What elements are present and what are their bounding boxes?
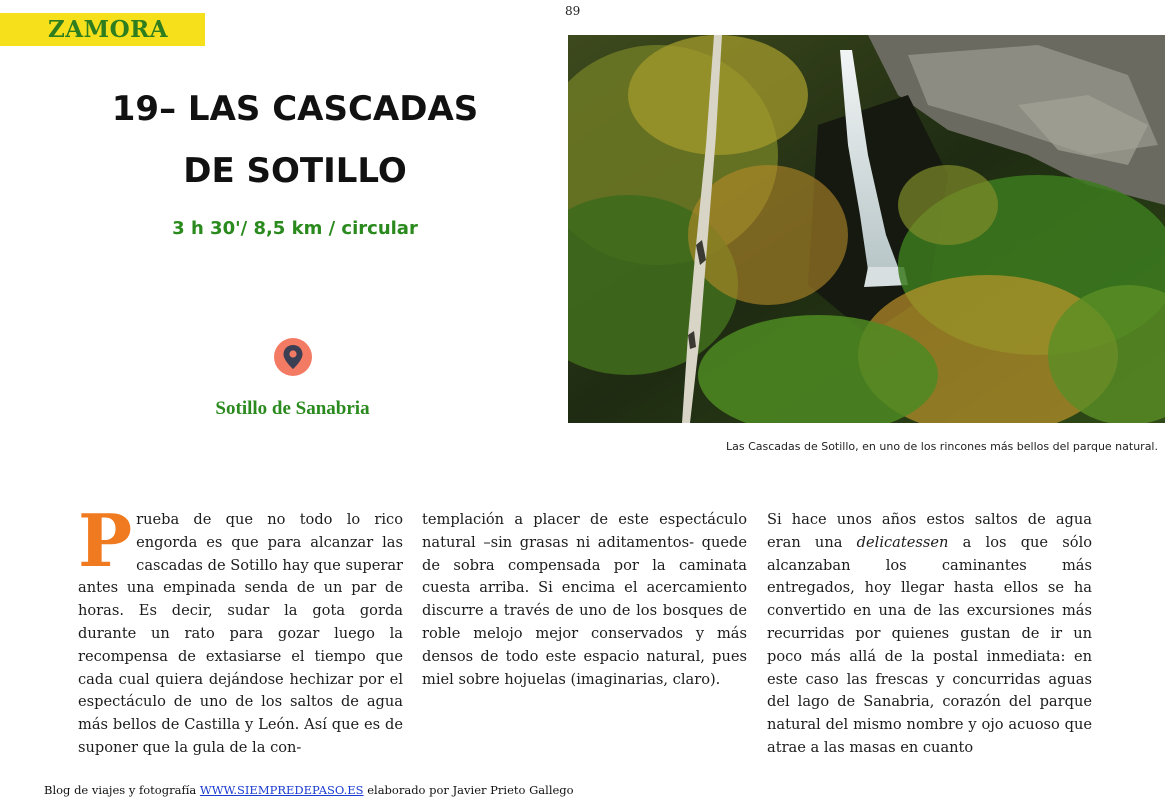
page-number: 89 xyxy=(565,4,581,18)
location-name: Sotillo de Sanabria xyxy=(215,398,370,419)
map-pin-icon xyxy=(274,338,312,376)
footer-suffix: elaborado por Javier Prieto Gallego xyxy=(367,783,574,797)
route-title-line1: 19– LAS CASCADAS xyxy=(111,89,479,129)
article-column-1 xyxy=(78,498,403,760)
article-column-3 xyxy=(767,509,1092,760)
route-stats: 3 h 30'/ 8,5 km / circular xyxy=(172,218,418,239)
article-column-3-emphasis: delicatessen xyxy=(856,533,949,551)
waterfall-photo xyxy=(568,35,1165,423)
route-title xyxy=(60,78,530,202)
footer-prefix: Blog de viajes y fotografía xyxy=(44,783,197,797)
region-label: ZAMORA xyxy=(48,16,169,43)
footer-link[interactable]: WWW.SIEMPREDEPASO.ES xyxy=(199,783,364,797)
article-column-1-text: rueba de que no todo lo rico engorda es que para alcanzar las cascadas de Sotillo hay que superar antes una empinada senda de un par de horas. Es decir, sudar la gota gorda durante un rato para gozar luego la recompensa de extasiarse el tiempo que cada cual quiera dejándose hechizar por el espectáculo de uno de los saltos de agua más bellos de Castilla y León. Así que es de suponer que la gula de la con- xyxy=(78,511,403,756)
drop-cap: P xyxy=(78,498,133,583)
footer xyxy=(44,783,574,797)
photo-caption: Las Cascadas de Sotillo, en uno de los rincones más bellos del parque natural. xyxy=(725,440,1158,453)
region-tag xyxy=(0,13,205,46)
article-column-2: templación a placer de este espectáculo natural –sin grasas ni aditamentos- quede de sobra compensada por la caminata cuesta arriba. Si encima el acercamiento discurre a través de uno de los bosques de roble melojo mejor conservados y más densos de todo este espacio natural, pues miel sobre hojuelas (imaginarias, claro). xyxy=(422,511,747,688)
route-title-line2: DE SOTILLO xyxy=(183,151,407,191)
article-column-3-text-b: a los que sólo alcanzaban los caminantes más entregados, hoy llegar hasta ellos se ha convertido en una de las excursiones más recurridas por quienes gustan de ir un poco más allá de la postal inmediata: en este caso las frescas y concurridas aguas del lago de Sanabria, corazón del parque natural del mismo nombre y ojo acuoso que atrae a las masas en cuanto xyxy=(767,533,1093,756)
article-column-3-text-a: Si hace unos años estos saltos de agua eran una xyxy=(767,511,1092,551)
